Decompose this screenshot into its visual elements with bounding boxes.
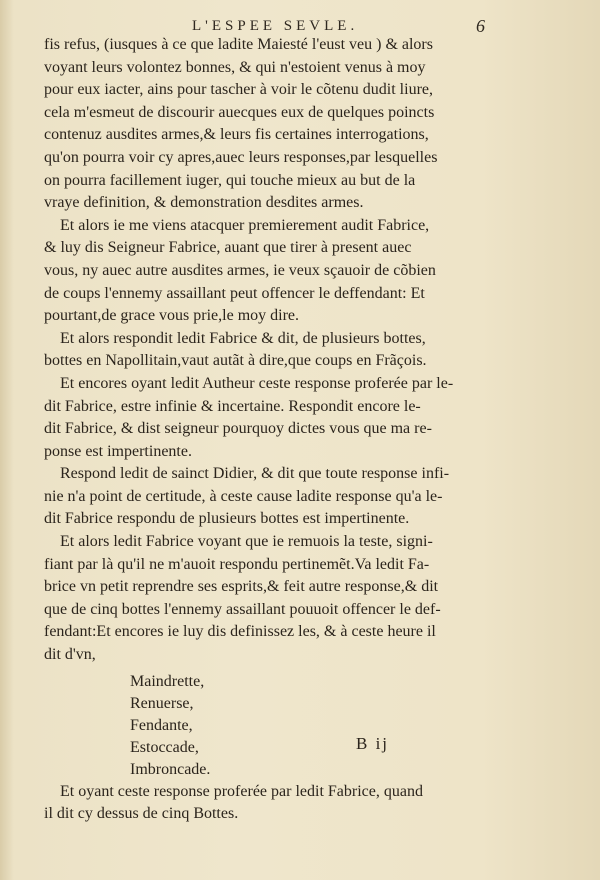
text-line: ponse est impertinente. bbox=[44, 442, 192, 460]
closing-paragraph bbox=[44, 781, 544, 826]
text-line: Et alors ledit Fabrice voyant que ie remuois la teste, signi- bbox=[60, 533, 433, 551]
text-line: Respond ledit de sainct Didier, & dit que toute response infi- bbox=[60, 465, 450, 483]
text-line: Et alors ie me viens atacquer premierement audit Fabrice, bbox=[60, 216, 430, 234]
text-line: pour eux iacter, ains pour tascher à voir le cõtenu dudit liure, bbox=[44, 81, 433, 99]
text-line: contenuz ausdites armes,& leurs fis certaines interrogations, bbox=[44, 126, 429, 144]
text-line: vraye definition, & demonstration desdites armes. bbox=[44, 194, 364, 212]
list-item: Maindrette, bbox=[130, 672, 205, 690]
text-line: dit d'vn, bbox=[44, 646, 96, 664]
list-item: Estoccade, bbox=[130, 738, 199, 756]
text-line: qu'on pourra voir cy apres,auec leurs responses,par lesquelles bbox=[44, 148, 438, 166]
cut-list bbox=[44, 671, 544, 781]
text-line: dit Fabrice respondu de plusieurs bottes est impertinente. bbox=[44, 510, 410, 528]
text-line: bottes en Napollitain,vaut autãt à dire,que coups en Frãçois. bbox=[44, 352, 427, 370]
running-head: L'ESPEE SEVLE. bbox=[192, 18, 359, 34]
text-line: fis refus, (iusques à ce que ladite Maiesté l'eust veu ) & alors bbox=[44, 36, 433, 53]
text-line: & luy dis Seigneur Fabrice, auant que tirer à present auec bbox=[44, 239, 412, 257]
text-line: brice vn petit reprendre ses esprits,& feit autre response,& dit bbox=[44, 578, 439, 596]
text-block bbox=[44, 34, 544, 826]
text-line: fendant:Et encores ie luy dis definissez les, & à ceste heure il bbox=[44, 623, 436, 641]
page-number: 6 bbox=[476, 16, 485, 36]
text-line: il dit cy dessus de cinq Bottes. bbox=[44, 805, 239, 823]
text-line: dit Fabrice, estre infinie & incertaine. Respondit encore le- bbox=[44, 397, 421, 415]
text-line: nie n'a point de certitude, à ceste cause ladite response qu'a le- bbox=[44, 487, 443, 505]
signature-mark: B ij bbox=[356, 734, 390, 753]
list-item: Imbroncade. bbox=[130, 760, 211, 778]
main-paragraphs bbox=[44, 34, 544, 667]
text-line: fiant par là qu'il ne m'auoit respondu pertinemẽt.Va ledit Fa- bbox=[44, 555, 430, 573]
text-line: on pourra facillement iuger, qui touche mieux au but de la bbox=[44, 171, 416, 189]
text-line: voyant leurs volontez bonnes, & qui n'estoient venus à moy bbox=[44, 58, 426, 76]
text-line: Et alors respondit ledit Fabrice & dit, de plusieurs bottes, bbox=[60, 329, 426, 347]
text-line: cela m'esmeut de discourir auecques eux de quelques poincts bbox=[44, 103, 435, 121]
text-line: de coups l'ennemy assaillant peut offencer le deffendant: Et bbox=[44, 284, 425, 302]
text-line: Et encores oyant ledit Autheur ceste response proferée par le- bbox=[60, 374, 454, 392]
text-line: dit Fabrice, & dist seigneur pourquoy dictes vous que ma re- bbox=[44, 420, 432, 438]
text-line: que de cinq bottes l'ennemy assaillant pouuoit offencer le def- bbox=[44, 600, 441, 618]
text-line: Et oyant ceste response proferée par ledit Fabrice, quand bbox=[60, 782, 423, 800]
list-item: Renuerse, bbox=[130, 694, 194, 712]
list-item: Fendante, bbox=[130, 716, 193, 734]
text-line: pourtant,de grace vous prie,le moy dire. bbox=[44, 307, 300, 325]
text-line: vous, ny auec autre ausdites armes, ie veux sçauoir de cõbien bbox=[44, 261, 436, 279]
